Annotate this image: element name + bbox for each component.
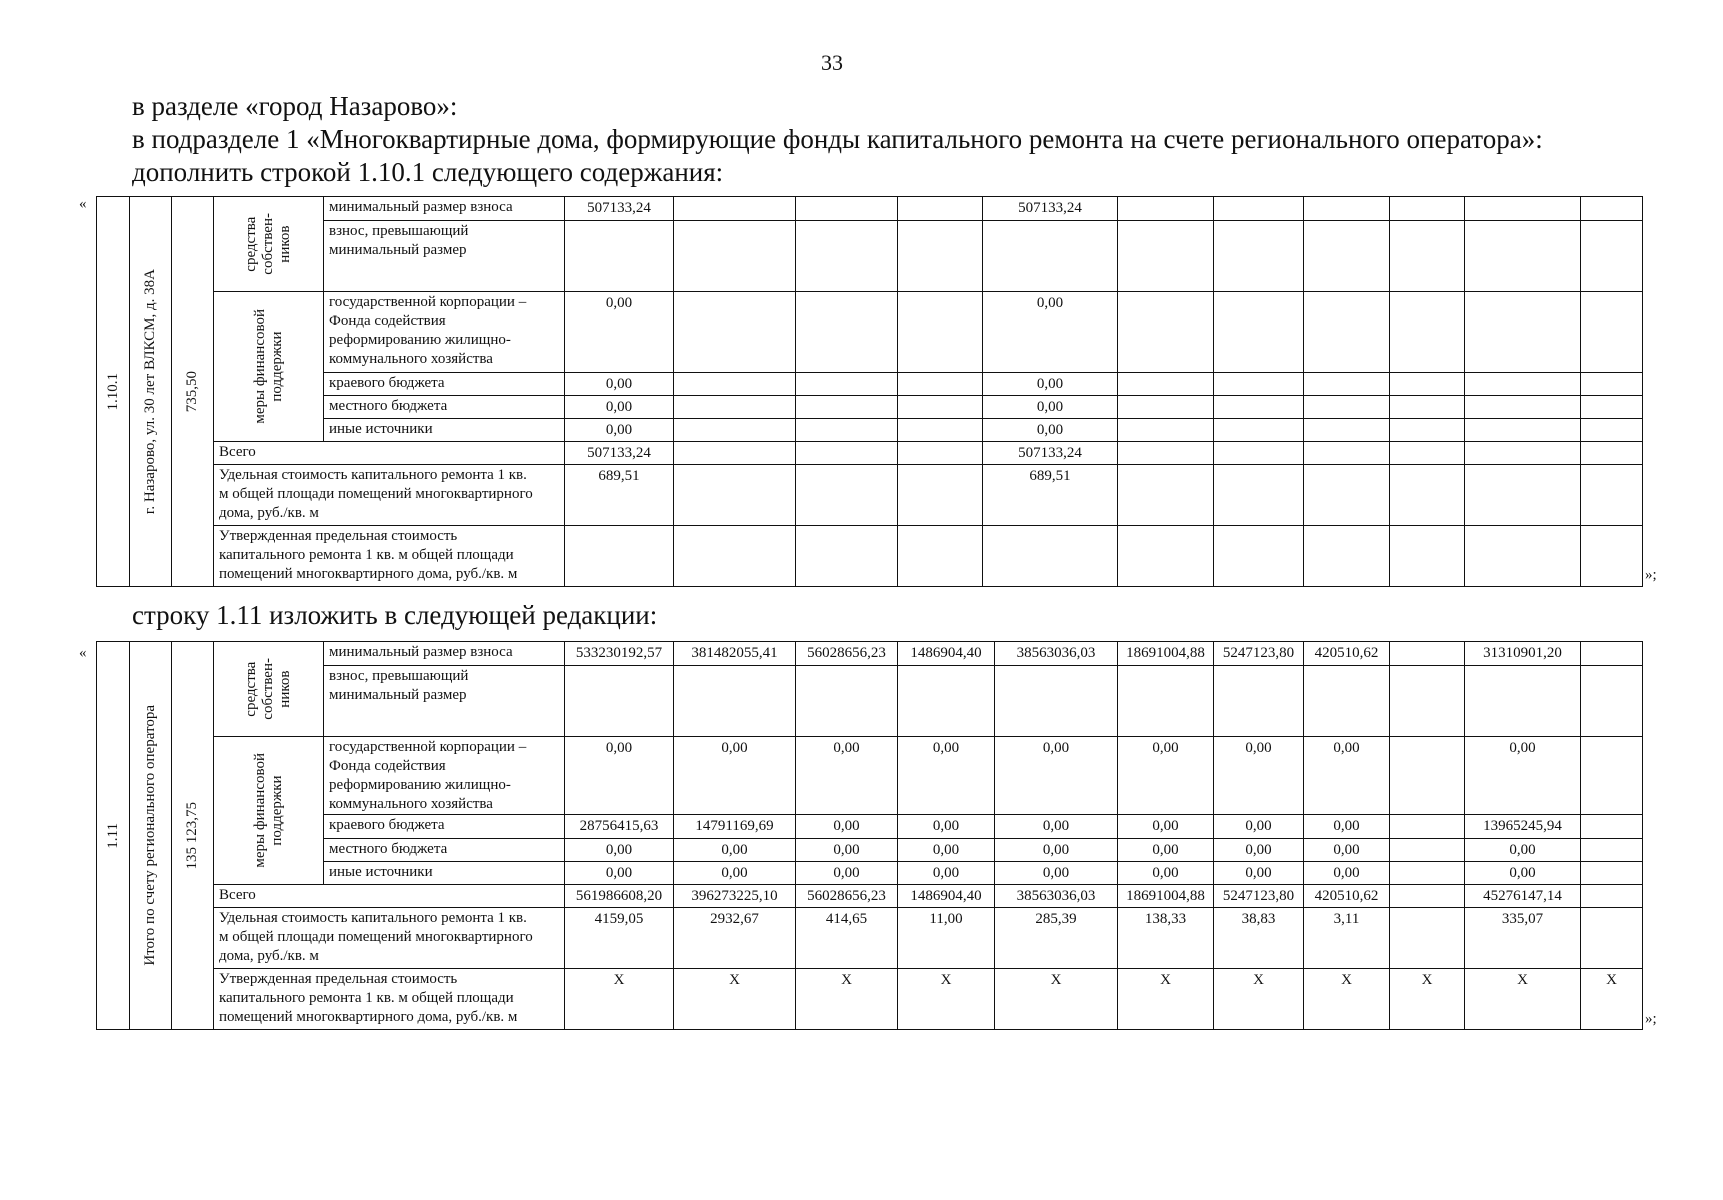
value-cell: 0,00	[565, 419, 674, 442]
value-cell: X	[796, 969, 898, 1030]
value-cell: 0,00	[565, 373, 674, 396]
table-row	[97, 862, 1643, 885]
value-cell: 1486904,40	[898, 642, 995, 666]
label-excess-contribution: взнос, превышающий минимальный размер	[324, 221, 565, 292]
table-row	[97, 442, 1643, 465]
label-total: Всего	[214, 442, 565, 465]
value-cell	[1390, 737, 1465, 815]
value-cell	[1304, 396, 1390, 419]
value-cell	[1304, 292, 1390, 373]
value-cell: 561986608,20	[565, 885, 674, 908]
table-row	[97, 839, 1643, 862]
group-support-label: меры финансовой поддержки	[251, 309, 285, 424]
quote-close: »;	[1645, 567, 1657, 583]
value-cell	[1214, 442, 1304, 465]
value-cell: 0,00	[674, 839, 796, 862]
label-excess-contribution: взнос, превышающий минимальный размер	[324, 666, 565, 737]
value-cell	[1390, 442, 1465, 465]
value-cell: X	[1581, 969, 1643, 1030]
value-cell	[1465, 442, 1581, 465]
value-cell	[1390, 419, 1465, 442]
area-cell	[172, 642, 214, 1030]
value-cell: 0,00	[1304, 862, 1390, 885]
value-cell	[1390, 526, 1465, 587]
table-row	[97, 197, 1643, 221]
value-cell	[1304, 197, 1390, 221]
value-cell: 0,00	[565, 839, 674, 862]
value-cell: 56028656,23	[796, 885, 898, 908]
value-cell	[1581, 442, 1643, 465]
value-cell: 38563036,03	[995, 642, 1118, 666]
value-cell	[1581, 908, 1643, 969]
value-cell	[1214, 465, 1304, 526]
intro-line-subsection: в подразделе 1 «Многоквартирные дома, формирующие фонды капитального ремонта на счете регионального оператора»:	[132, 124, 1543, 154]
value-cell: 507133,24	[565, 197, 674, 221]
table-row	[97, 419, 1643, 442]
label-approved-max-cost: Утвержденная предельная стоимость капитального ремонта 1 кв. м общей площади помещений многоквартирного дома, руб./кв. м	[214, 526, 565, 587]
object-name-cell	[130, 642, 172, 1030]
value-cell	[674, 666, 796, 737]
value-cell: 0,00	[565, 396, 674, 419]
value-cell	[1581, 885, 1643, 908]
value-cell	[1390, 292, 1465, 373]
intro-line-section: в разделе «город Назарово»:	[132, 91, 458, 121]
area-value: 735,50	[184, 370, 200, 413]
value-cell: 420510,62	[1304, 642, 1390, 666]
group-support-cell	[214, 292, 324, 442]
label-other-sources: иные источники	[324, 419, 565, 442]
group-own-funds-cell	[214, 197, 324, 292]
value-cell	[1465, 419, 1581, 442]
value-cell	[1581, 839, 1643, 862]
value-cell	[1581, 526, 1643, 587]
value-cell	[1304, 666, 1390, 737]
object-name: Итого по счету регионального оператора	[142, 705, 158, 966]
value-cell	[1465, 197, 1581, 221]
value-cell	[1390, 666, 1465, 737]
value-cell: X	[565, 969, 674, 1030]
value-cell	[1214, 221, 1304, 292]
value-cell: 0,00	[983, 396, 1118, 419]
value-cell: 0,00	[565, 292, 674, 373]
value-cell: 381482055,41	[674, 642, 796, 666]
value-cell: 0,00	[1214, 862, 1304, 885]
value-cell: 507133,24	[983, 197, 1118, 221]
table-row	[97, 526, 1643, 587]
value-cell	[674, 465, 796, 526]
value-cell: X	[1304, 969, 1390, 1030]
value-cell	[1214, 396, 1304, 419]
value-cell	[1465, 373, 1581, 396]
value-cell: 0,00	[898, 737, 995, 815]
value-cell	[796, 526, 898, 587]
value-cell	[1465, 396, 1581, 419]
table-row	[97, 908, 1643, 969]
object-name-cell	[130, 197, 172, 587]
value-cell: 38,83	[1214, 908, 1304, 969]
value-cell: 335,07	[1465, 908, 1581, 969]
table-row	[97, 885, 1643, 908]
label-regional-budget: краевого бюджета	[324, 373, 565, 396]
value-cell	[796, 197, 898, 221]
table-row	[97, 969, 1643, 1030]
value-cell: 0,00	[674, 862, 796, 885]
value-cell: 0,00	[674, 737, 796, 815]
value-cell	[1581, 815, 1643, 839]
value-cell	[1214, 666, 1304, 737]
value-cell: 507133,24	[565, 442, 674, 465]
value-cell: 31310901,20	[1465, 642, 1581, 666]
value-cell	[796, 221, 898, 292]
value-cell: 0,00	[1118, 815, 1214, 839]
value-cell	[1214, 373, 1304, 396]
value-cell	[898, 526, 983, 587]
value-cell	[1390, 885, 1465, 908]
value-cell: 2932,67	[674, 908, 796, 969]
value-cell	[1118, 419, 1214, 442]
value-cell	[1390, 908, 1465, 969]
value-cell	[1390, 839, 1465, 862]
table-row	[97, 292, 1643, 373]
table-row	[97, 221, 1643, 292]
value-cell	[1581, 373, 1643, 396]
value-cell	[1465, 465, 1581, 526]
label-min-contribution: минимальный размер взноса	[324, 197, 565, 221]
value-cell	[1214, 526, 1304, 587]
value-cell	[1214, 419, 1304, 442]
value-cell: 0,00	[1304, 737, 1390, 815]
value-cell	[565, 666, 674, 737]
value-cell	[796, 465, 898, 526]
value-cell	[1390, 465, 1465, 526]
value-cell	[1581, 642, 1643, 666]
value-cell	[1390, 221, 1465, 292]
value-cell	[898, 373, 983, 396]
value-cell	[1581, 292, 1643, 373]
value-cell	[983, 221, 1118, 292]
value-cell	[1390, 197, 1465, 221]
value-cell	[796, 292, 898, 373]
quote-close: »;	[1645, 1011, 1657, 1027]
value-cell: 0,00	[898, 862, 995, 885]
value-cell	[1581, 666, 1643, 737]
value-cell	[674, 526, 796, 587]
value-cell: 0,00	[796, 862, 898, 885]
value-cell: X	[1214, 969, 1304, 1030]
value-cell: 1486904,40	[898, 885, 995, 908]
value-cell	[1581, 221, 1643, 292]
value-cell	[1465, 221, 1581, 292]
label-other-sources: иные источники	[324, 862, 565, 885]
value-cell	[898, 442, 983, 465]
value-cell: 14791169,69	[674, 815, 796, 839]
value-cell	[674, 396, 796, 419]
value-cell	[1390, 396, 1465, 419]
value-cell: 0,00	[995, 737, 1118, 815]
row-number-cell	[97, 642, 130, 1030]
value-cell: X	[1118, 969, 1214, 1030]
label-local-budget: местного бюджета	[324, 396, 565, 419]
value-cell: 5247123,80	[1214, 642, 1304, 666]
value-cell	[1581, 737, 1643, 815]
value-cell	[1214, 197, 1304, 221]
value-cell: 533230192,57	[565, 642, 674, 666]
value-cell	[674, 419, 796, 442]
value-cell: 56028656,23	[796, 642, 898, 666]
value-cell	[1390, 862, 1465, 885]
table-row	[97, 465, 1643, 526]
value-cell: 11,00	[898, 908, 995, 969]
row-number: 1.10.1	[104, 372, 121, 411]
value-cell: 0,00	[1214, 815, 1304, 839]
value-cell: 0,00	[1118, 737, 1214, 815]
value-cell: 0,00	[1304, 815, 1390, 839]
value-cell	[1390, 815, 1465, 839]
value-cell: X	[674, 969, 796, 1030]
value-cell: 0,00	[565, 862, 674, 885]
section-heading: строку 1.11 изложить в следующей редакции:	[132, 600, 658, 630]
value-cell: X	[898, 969, 995, 1030]
value-cell	[796, 442, 898, 465]
value-cell: 0,00	[995, 862, 1118, 885]
value-cell	[898, 221, 983, 292]
value-cell: 0,00	[796, 815, 898, 839]
value-cell: 18691004,88	[1118, 885, 1214, 908]
value-cell	[898, 396, 983, 419]
value-cell	[1465, 292, 1581, 373]
value-cell	[796, 419, 898, 442]
value-cell	[1118, 465, 1214, 526]
value-cell: X	[1390, 969, 1465, 1030]
value-cell	[1465, 526, 1581, 587]
value-cell	[898, 419, 983, 442]
value-cell	[1118, 666, 1214, 737]
group-support-cell	[214, 737, 324, 885]
row-number: 1.11	[104, 822, 121, 849]
page-number: 33	[821, 50, 843, 75]
value-cell	[796, 396, 898, 419]
value-cell	[1390, 642, 1465, 666]
value-cell	[1118, 526, 1214, 587]
value-cell: 0,00	[1118, 862, 1214, 885]
value-cell	[1581, 465, 1643, 526]
group-own-funds-label: средства собствен- ников	[243, 213, 293, 275]
value-cell: 0,00	[995, 839, 1118, 862]
value-cell	[983, 526, 1118, 587]
label-total: Всего	[214, 885, 565, 908]
value-cell: 0,00	[1304, 839, 1390, 862]
value-cell: 0,00	[1118, 839, 1214, 862]
group-own-funds-cell	[214, 642, 324, 737]
value-cell: 28756415,63	[565, 815, 674, 839]
value-cell: 0,00	[983, 292, 1118, 373]
value-cell	[1214, 292, 1304, 373]
value-cell: 45276147,14	[1465, 885, 1581, 908]
table-row	[97, 642, 1643, 666]
label-local-budget: местного бюджета	[324, 839, 565, 862]
value-cell	[1581, 862, 1643, 885]
value-cell	[674, 197, 796, 221]
value-cell: 138,33	[1118, 908, 1214, 969]
value-cell	[1304, 373, 1390, 396]
value-cell: 0,00	[1214, 737, 1304, 815]
value-cell	[1465, 666, 1581, 737]
value-cell: 0,00	[995, 815, 1118, 839]
value-cell	[674, 373, 796, 396]
value-cell	[898, 666, 995, 737]
label-state-corporation: государственной корпорации – Фонда содействия реформированию жилищно- коммунального хозяйства	[324, 292, 565, 373]
intro-line-instruction: дополнить строкой 1.10.1 следующего содержания:	[132, 157, 724, 187]
value-cell: 0,00	[796, 839, 898, 862]
value-cell	[1304, 465, 1390, 526]
group-support-label: меры финансовой поддержки	[251, 753, 285, 868]
value-cell	[1304, 526, 1390, 587]
value-cell	[565, 526, 674, 587]
value-cell	[1118, 373, 1214, 396]
value-cell: 285,39	[995, 908, 1118, 969]
value-cell: 0,00	[898, 815, 995, 839]
value-cell	[1581, 396, 1643, 419]
label-min-contribution: минимальный размер взноса	[324, 642, 565, 666]
value-cell	[1304, 419, 1390, 442]
value-cell: 0,00	[1465, 839, 1581, 862]
value-cell	[796, 373, 898, 396]
value-cell	[995, 666, 1118, 737]
value-cell: X	[1465, 969, 1581, 1030]
value-cell	[1581, 419, 1643, 442]
value-cell: 38563036,03	[995, 885, 1118, 908]
value-cell: 18691004,88	[1118, 642, 1214, 666]
label-unit-cost: Удельная стоимость капитального ремонта 1 кв. м общей площади помещений многоквартирного дома, руб./кв. м	[214, 465, 565, 526]
value-cell	[1304, 221, 1390, 292]
value-cell: 0,00	[1465, 862, 1581, 885]
row-number-cell	[97, 197, 130, 587]
quote-open: «	[79, 645, 87, 661]
value-cell	[674, 221, 796, 292]
area-value: 135 123,75	[184, 801, 200, 870]
value-cell	[796, 666, 898, 737]
object-name: г. Назарово, ул. 30 лет ВЛКСМ, д. 38А	[142, 268, 158, 515]
value-cell: 396273225,10	[674, 885, 796, 908]
value-cell: 3,11	[1304, 908, 1390, 969]
table-row	[97, 666, 1643, 737]
value-cell: 420510,62	[1304, 885, 1390, 908]
value-cell: 0,00	[898, 839, 995, 862]
area-cell	[172, 197, 214, 587]
value-cell	[565, 221, 674, 292]
label-unit-cost: Удельная стоимость капитального ремонта 1 кв. м общей площади помещений многоквартирного дома, руб./кв. м	[214, 908, 565, 969]
value-cell	[1118, 396, 1214, 419]
table-row	[97, 373, 1643, 396]
value-cell: X	[995, 969, 1118, 1030]
value-cell	[1304, 442, 1390, 465]
value-cell	[1118, 197, 1214, 221]
intro-text	[132, 90, 1543, 189]
value-cell: 414,65	[796, 908, 898, 969]
value-cell: 0,00	[983, 373, 1118, 396]
value-cell	[898, 465, 983, 526]
value-cell	[674, 442, 796, 465]
quote-open: «	[79, 196, 87, 212]
budget-table-row-1-11	[96, 641, 1643, 1030]
table-row	[97, 737, 1643, 815]
label-approved-max-cost: Утвержденная предельная стоимость капитального ремонта 1 кв. м общей площади помещений многоквартирного дома, руб./кв. м	[214, 969, 565, 1030]
value-cell: 0,00	[1465, 737, 1581, 815]
value-cell: 5247123,80	[1214, 885, 1304, 908]
value-cell	[1118, 292, 1214, 373]
value-cell	[898, 292, 983, 373]
value-cell: 13965245,94	[1465, 815, 1581, 839]
value-cell: 689,51	[565, 465, 674, 526]
value-cell: 4159,05	[565, 908, 674, 969]
value-cell: 0,00	[565, 737, 674, 815]
value-cell: 0,00	[1214, 839, 1304, 862]
value-cell: 0,00	[796, 737, 898, 815]
value-cell: 507133,24	[983, 442, 1118, 465]
value-cell: 689,51	[983, 465, 1118, 526]
group-own-funds-label: средства собствен- ников	[243, 658, 293, 720]
table-row	[97, 396, 1643, 419]
value-cell	[674, 292, 796, 373]
table-row	[97, 815, 1643, 839]
budget-table-row-1-10-1	[96, 196, 1643, 587]
value-cell	[1118, 442, 1214, 465]
value-cell	[1581, 197, 1643, 221]
label-state-corporation: государственной корпорации – Фонда содействия реформированию жилищно- коммунального хозяйства	[324, 737, 565, 815]
value-cell	[1390, 373, 1465, 396]
value-cell: 0,00	[983, 419, 1118, 442]
value-cell	[898, 197, 983, 221]
label-regional-budget: краевого бюджета	[324, 815, 565, 839]
value-cell	[1118, 221, 1214, 292]
